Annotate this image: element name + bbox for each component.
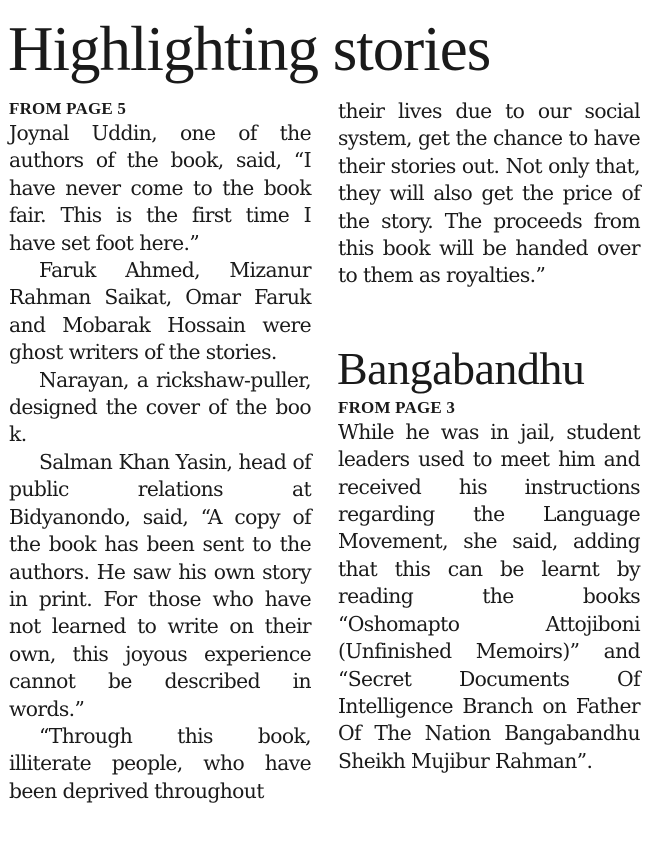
- section-headline: Bangabandhu: [337, 342, 585, 394]
- article-paragraph: Salman Khan Yasin, head of public relations at Bidyanondo, said, “A copy of the book has been sent to the authors. He saw his own story in print. For those who have not learned to write on their own, this joyous experience cannot be described in words.”: [9, 449, 311, 721]
- article-paragraph: Joynal Uddin, one of the authors of the book, said, “I have never come to the book fair. This is the first time I have set foot here.”: [9, 121, 311, 255]
- from-page-label: FROM PAGE 3: [338, 397, 456, 417]
- left-column: [9, 98, 311, 805]
- headline: Highlighting stories: [8, 14, 491, 84]
- article-paragraph: Faruk Ahmed, Mizanur Rahman Saikat, Omar Faruk and Mobarak Hossain were ghost writers of the stories.: [9, 258, 311, 365]
- right-column: [338, 98, 640, 775]
- article-paragraph: “Through this book, illiterate people, who have been deprived throughout: [9, 723, 311, 803]
- article-paragraph: Narayan, a rickshaw-puller, designed the cover of the book.: [9, 367, 311, 447]
- article-paragraph: While he was in jail, student leaders used to meet him and received his instructions regarding the Language Movement, she said, adding that this can be learnt by reading the books “Oshomapto Attojiboni (Unfinished Memoirs)” and “Secret Documents Of Intelligence Branch on Father Of The Nation Bangabandhu Sheikh Mujibur Rahman”.: [338, 419, 640, 773]
- article-continuation: their lives due to our social system, get the chance to have their stories out. Not only that, they will also get the price of the story. The proceeds from this book will be handed over to them as royalties.”: [338, 99, 640, 288]
- from-page-label: FROM PAGE 5: [9, 99, 127, 118]
